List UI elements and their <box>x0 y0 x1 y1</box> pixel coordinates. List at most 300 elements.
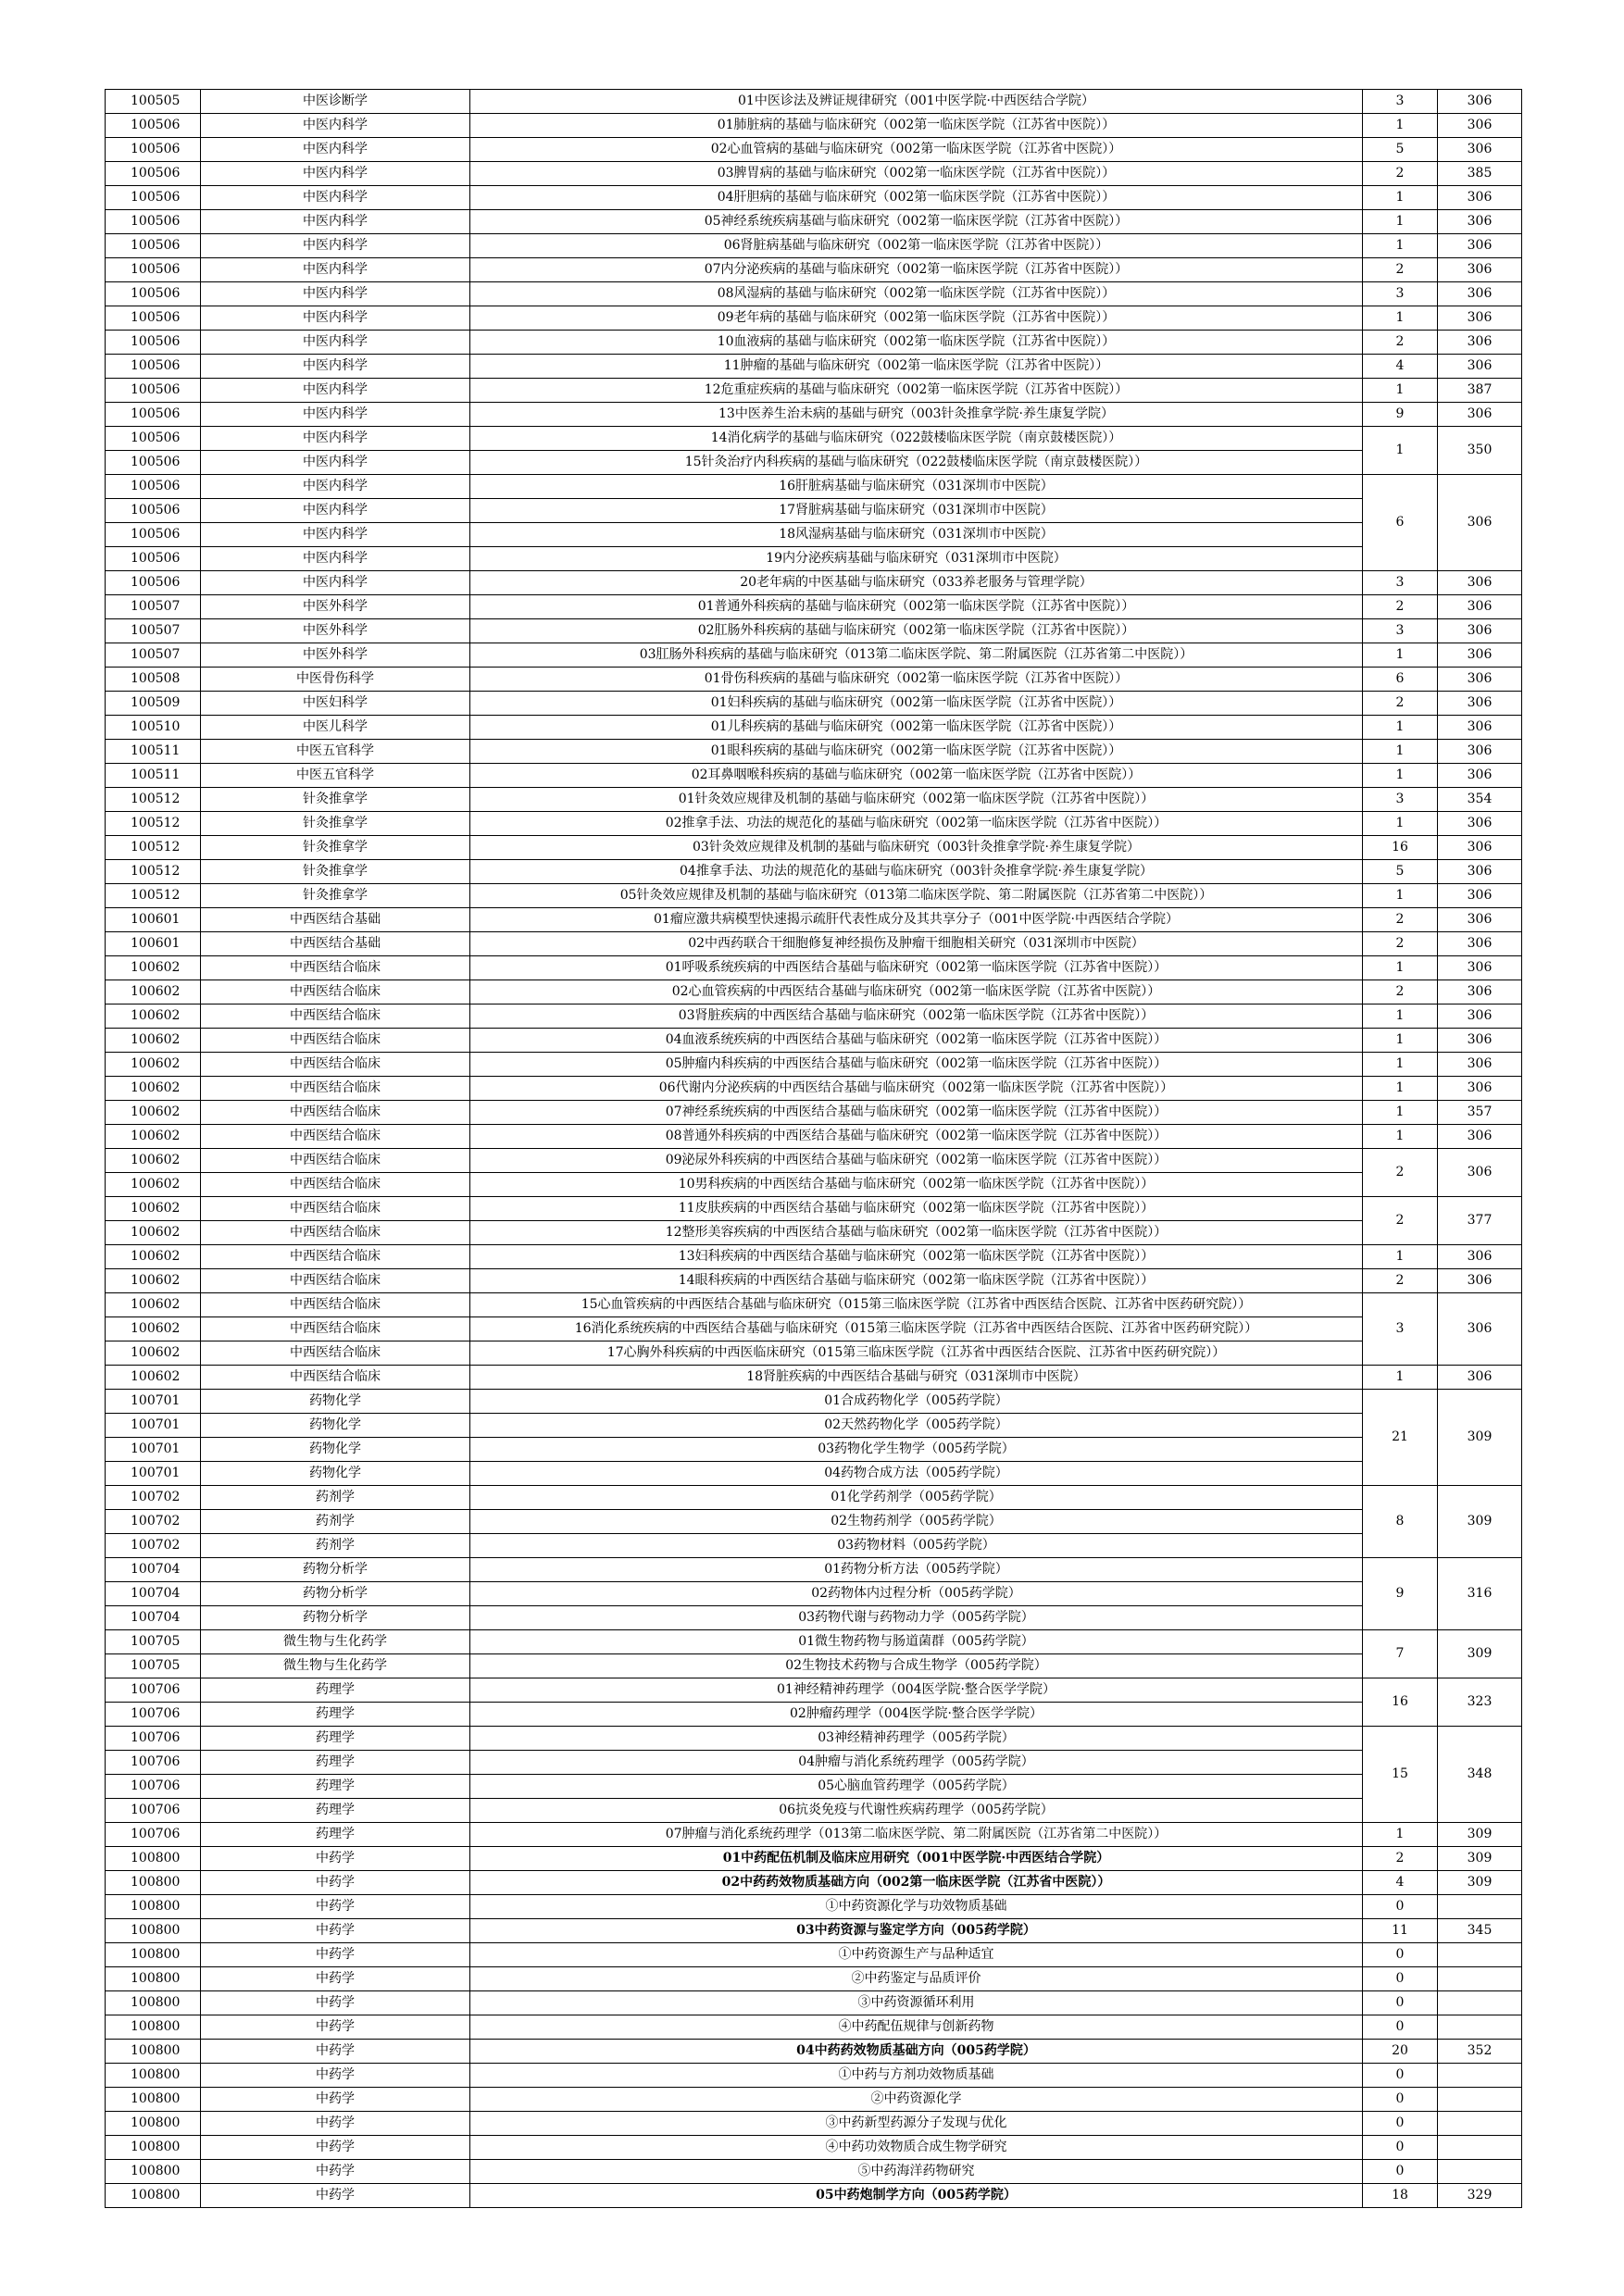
research-direction-cell: 01普通外科疾病的基础与临床研究（002第一临床医学院（江苏省中医院）） <box>470 595 1363 619</box>
minimum-score-cell <box>1438 2064 1522 2088</box>
minimum-score-cell <box>1438 2160 1522 2184</box>
enrollment-count-cell: 7 <box>1363 1630 1438 1678</box>
major-code-cell: 100506 <box>106 234 201 258</box>
research-direction-cell: 01神经精神药理学（004医学院·整合医学学院） <box>470 1678 1363 1703</box>
major-code-cell: 100800 <box>106 1919 201 1943</box>
major-name-cell: 中医内科学 <box>201 427 470 451</box>
major-code-cell: 100506 <box>106 282 201 306</box>
minimum-score-cell: 377 <box>1438 1197 1522 1245</box>
table-row <box>106 523 1522 547</box>
major-code-cell: 100800 <box>106 2160 201 2184</box>
enrollment-count-cell: 2 <box>1363 1269 1438 1293</box>
major-name-cell: 中西医结合临床 <box>201 1125 470 1149</box>
research-direction-cell: 02耳鼻咽喉科疾病的基础与临床研究（002第一临床医学院（江苏省中医院）） <box>470 764 1363 788</box>
table-row <box>106 1149 1522 1173</box>
minimum-score-cell: 306 <box>1438 980 1522 1004</box>
major-code-cell: 100506 <box>106 547 201 571</box>
table-row <box>106 956 1522 980</box>
major-name-cell: 药物化学 <box>201 1438 470 1462</box>
minimum-score-cell: 306 <box>1438 331 1522 355</box>
research-direction-cell: 07肿瘤与消化系统药理学（013第二临床医学院、第二附属医院（江苏省第二中医院）） <box>470 1823 1363 1847</box>
major-name-cell: 中医内科学 <box>201 379 470 403</box>
research-direction-cell: 13妇科疾病的中西医结合基础与临床研究（002第一临床医学院（江苏省中医院）） <box>470 1245 1363 1269</box>
major-name-cell: 中西医结合临床 <box>201 1077 470 1101</box>
enrollment-count-cell: 3 <box>1363 619 1438 643</box>
enrollment-count-cell: 4 <box>1363 355 1438 379</box>
minimum-score-cell: 306 <box>1438 836 1522 860</box>
research-direction-cell: 02肿瘤药理学（004医学院·整合医学学院） <box>470 1703 1363 1727</box>
table-row <box>106 2160 1522 2184</box>
research-direction-cell: 01儿科疾病的基础与临床研究（002第一临床医学院（江苏省中医院）） <box>470 716 1363 740</box>
enrollment-count-cell: 8 <box>1363 1486 1438 1558</box>
enrollment-count-cell: 1 <box>1363 114 1438 138</box>
table-row <box>106 162 1522 186</box>
minimum-score-cell: 309 <box>1438 1871 1522 1895</box>
major-code-cell: 100706 <box>106 1703 201 1727</box>
major-code-cell: 100507 <box>106 643 201 668</box>
table-row <box>106 282 1522 306</box>
minimum-score-cell: 348 <box>1438 1727 1522 1823</box>
major-name-cell: 中药学 <box>201 2088 470 2112</box>
enrollment-count-cell: 0 <box>1363 1991 1438 2015</box>
minimum-score-cell: 309 <box>1438 1630 1522 1678</box>
table-row <box>106 2040 1522 2064</box>
research-direction-cell: 04血液系统疾病的中西医结合基础与临床研究（002第一临床医学院（江苏省中医院）） <box>470 1029 1363 1053</box>
major-code-cell: 100706 <box>106 1775 201 1799</box>
enrollment-count-cell: 0 <box>1363 2160 1438 2184</box>
enrollment-count-cell: 9 <box>1363 403 1438 427</box>
major-code-cell: 100702 <box>106 1510 201 1534</box>
enrollment-count-cell: 1 <box>1363 764 1438 788</box>
table-row <box>106 884 1522 908</box>
enrollment-count-cell: 5 <box>1363 860 1438 884</box>
major-code-cell: 100602 <box>106 1004 201 1029</box>
enrollment-count-cell: 6 <box>1363 475 1438 571</box>
table-row <box>106 1197 1522 1221</box>
major-name-cell: 中医内科学 <box>201 138 470 162</box>
research-direction-cell: 05心脑血管药理学（005药学院） <box>470 1775 1363 1799</box>
minimum-score-cell: 309 <box>1438 1847 1522 1871</box>
minimum-score-cell: 354 <box>1438 788 1522 812</box>
table-row <box>106 1919 1522 1943</box>
major-name-cell: 药物分析学 <box>201 1558 470 1582</box>
research-direction-cell: 04肝胆病的基础与临床研究（002第一临床医学院（江苏省中医院）） <box>470 186 1363 210</box>
table-row <box>106 1004 1522 1029</box>
minimum-score-cell: 323 <box>1438 1678 1522 1727</box>
major-code-cell: 100800 <box>106 1895 201 1919</box>
table-row <box>106 2136 1522 2160</box>
minimum-score-cell: 306 <box>1438 571 1522 595</box>
minimum-score-cell: 357 <box>1438 1101 1522 1125</box>
major-code-cell: 100800 <box>106 1991 201 2015</box>
major-code-cell: 100602 <box>106 1029 201 1053</box>
minimum-score-cell: 306 <box>1438 186 1522 210</box>
major-code-cell: 100602 <box>106 1317 201 1341</box>
table-row <box>106 1895 1522 1919</box>
research-direction-cell: ③中药新型药源分子发现与优化 <box>470 2112 1363 2136</box>
research-direction-cell: ②中药资源化学 <box>470 2088 1363 2112</box>
major-code-cell: 100506 <box>106 379 201 403</box>
major-name-cell: 中医五官科学 <box>201 740 470 764</box>
major-name-cell: 中药学 <box>201 2184 470 2208</box>
minimum-score-cell: 306 <box>1438 764 1522 788</box>
major-name-cell: 中西医结合临床 <box>201 1149 470 1173</box>
table-row <box>106 499 1522 523</box>
table-row <box>106 1558 1522 1582</box>
table-row <box>106 692 1522 716</box>
enrollment-count-cell: 2 <box>1363 258 1438 282</box>
enrollment-count-cell: 0 <box>1363 2064 1438 2088</box>
enrollment-count-cell: 1 <box>1363 740 1438 764</box>
major-code-cell: 100800 <box>106 1847 201 1871</box>
major-name-cell: 中医内科学 <box>201 451 470 475</box>
major-code-cell: 100602 <box>106 1245 201 1269</box>
major-code-cell: 100512 <box>106 812 201 836</box>
major-code-cell: 100602 <box>106 1149 201 1173</box>
table-row <box>106 1317 1522 1341</box>
enrollment-count-cell: 1 <box>1363 379 1438 403</box>
research-direction-cell: 05肿瘤内科疾病的中西医结合基础与临床研究（002第一临床医学院（江苏省中医院）） <box>470 1053 1363 1077</box>
minimum-score-cell: 316 <box>1438 1558 1522 1630</box>
research-direction-cell: 05针灸效应规律及机制的基础与临床研究（013第二临床医学院、第二附属医院（江苏省第二中医院）） <box>470 884 1363 908</box>
research-direction-cell: 03针灸效应规律及机制的基础与临床研究（003针灸推拿学院·养生康复学院） <box>470 836 1363 860</box>
research-direction-cell: 01合成药物化学（005药学院） <box>470 1390 1363 1414</box>
table-row <box>106 1871 1522 1895</box>
major-name-cell: 中药学 <box>201 1967 470 1991</box>
major-code-cell: 100506 <box>106 523 201 547</box>
major-code-cell: 100602 <box>106 980 201 1004</box>
table-row <box>106 1727 1522 1751</box>
major-name-cell: 中西医结合临床 <box>201 1029 470 1053</box>
minimum-score-cell: 306 <box>1438 210 1522 234</box>
major-code-cell: 100506 <box>106 475 201 499</box>
enrollment-count-cell: 3 <box>1363 1293 1438 1366</box>
research-direction-cell: 01中药配伍机制及临床应用研究（001中医学院·中西医结合学院） <box>470 1847 1363 1871</box>
minimum-score-cell <box>1438 1943 1522 1967</box>
research-direction-cell: ⑤中药海洋药物研究 <box>470 2160 1363 2184</box>
major-name-cell: 中医内科学 <box>201 475 470 499</box>
minimum-score-cell: 306 <box>1438 90 1522 114</box>
minimum-score-cell <box>1438 1967 1522 1991</box>
enrollment-count-cell: 21 <box>1363 1390 1438 1486</box>
major-name-cell: 中医外科学 <box>201 643 470 668</box>
minimum-score-cell: 306 <box>1438 258 1522 282</box>
major-code-cell: 100706 <box>106 1678 201 1703</box>
enrollment-count-cell: 1 <box>1363 812 1438 836</box>
table-row <box>106 1654 1522 1678</box>
major-code-cell: 100701 <box>106 1438 201 1462</box>
major-name-cell: 药理学 <box>201 1727 470 1751</box>
major-name-cell: 中医内科学 <box>201 258 470 282</box>
research-direction-cell: 01药物分析方法（005药学院） <box>470 1558 1363 1582</box>
minimum-score-cell <box>1438 2015 1522 2040</box>
major-code-cell: 100701 <box>106 1414 201 1438</box>
enrollment-count-cell: 1 <box>1363 956 1438 980</box>
table-row <box>106 547 1522 571</box>
table-row <box>106 2064 1522 2088</box>
major-name-cell: 中西医结合临床 <box>201 1173 470 1197</box>
research-direction-cell: 03药物化学生物学（005药学院） <box>470 1438 1363 1462</box>
major-code-cell: 100505 <box>106 90 201 114</box>
table-row <box>106 1029 1522 1053</box>
table-row <box>106 740 1522 764</box>
enrollment-count-cell: 2 <box>1363 980 1438 1004</box>
enrollment-count-cell: 0 <box>1363 1967 1438 1991</box>
major-name-cell: 中医内科学 <box>201 499 470 523</box>
research-direction-cell: 09泌尿外科疾病的中西医结合基础与临床研究（002第一临床医学院（江苏省中医院）） <box>470 1149 1363 1173</box>
research-direction-cell: 02心血管疾病的中西医结合基础与临床研究（002第一临床医学院（江苏省中医院）） <box>470 980 1363 1004</box>
major-code-cell: 100508 <box>106 668 201 692</box>
major-name-cell: 中药学 <box>201 2015 470 2040</box>
major-code-cell: 100506 <box>106 451 201 475</box>
table-row <box>106 475 1522 499</box>
enrollment-count-cell: 1 <box>1363 186 1438 210</box>
minimum-score-cell <box>1438 1895 1522 1919</box>
major-code-cell: 100602 <box>106 1221 201 1245</box>
table-row <box>106 1823 1522 1847</box>
table-row <box>106 1077 1522 1101</box>
enrollment-count-cell: 0 <box>1363 2112 1438 2136</box>
enrollment-count-cell: 2 <box>1363 692 1438 716</box>
major-name-cell: 中西医结合临床 <box>201 1053 470 1077</box>
major-code-cell: 100702 <box>106 1534 201 1558</box>
major-code-cell: 100512 <box>106 788 201 812</box>
research-direction-cell: 01眼科疾病的基础与临床研究（002第一临床医学院（江苏省中医院）） <box>470 740 1363 764</box>
research-direction-cell: 01中医诊法及辨证规律研究（001中医学院·中西医结合学院） <box>470 90 1363 114</box>
enrollment-count-cell: 3 <box>1363 90 1438 114</box>
major-code-cell: 100507 <box>106 619 201 643</box>
major-code-cell: 100800 <box>106 2064 201 2088</box>
enrollment-count-cell: 1 <box>1363 716 1438 740</box>
research-direction-cell: 03脾胃病的基础与临床研究（002第一临床医学院（江苏省中医院）） <box>470 162 1363 186</box>
minimum-score-cell: 306 <box>1438 643 1522 668</box>
table-row <box>106 764 1522 788</box>
enrollment-count-cell: 9 <box>1363 1558 1438 1630</box>
table-row <box>106 908 1522 932</box>
table-row <box>106 1510 1522 1534</box>
research-direction-cell: 02推拿手法、功法的规范化的基础与临床研究（002第一临床医学院（江苏省中医院）） <box>470 812 1363 836</box>
table-row <box>106 210 1522 234</box>
major-name-cell: 中医内科学 <box>201 162 470 186</box>
major-code-cell: 100704 <box>106 1606 201 1630</box>
minimum-score-cell: 306 <box>1438 908 1522 932</box>
major-name-cell: 中药学 <box>201 2112 470 2136</box>
research-direction-cell: 01瘤应激共病模型快速揭示疏肝代表性成分及其共享分子（001中医学院·中西医结合学院） <box>470 908 1363 932</box>
minimum-score-cell: 350 <box>1438 427 1522 475</box>
enrollment-count-cell: 6 <box>1363 668 1438 692</box>
major-name-cell: 中医内科学 <box>201 331 470 355</box>
major-name-cell: 中药学 <box>201 2136 470 2160</box>
major-code-cell: 100800 <box>106 1871 201 1895</box>
enrollment-count-cell: 2 <box>1363 1847 1438 1871</box>
research-direction-cell: 15心血管疾病的中西医结合基础与临床研究（015第三临床医学院（江苏省中西医结合医院、江苏省中医药研究院）） <box>470 1293 1363 1317</box>
major-code-cell: 100602 <box>106 1101 201 1125</box>
table-row <box>106 138 1522 162</box>
enrollment-count-cell: 1 <box>1363 884 1438 908</box>
admissions-table-body <box>106 90 1522 2208</box>
minimum-score-cell: 306 <box>1438 740 1522 764</box>
major-code-cell: 100512 <box>106 836 201 860</box>
major-code-cell: 100512 <box>106 884 201 908</box>
table-row <box>106 1486 1522 1510</box>
table-row <box>106 1582 1522 1606</box>
table-row <box>106 1462 1522 1486</box>
table-row <box>106 1967 1522 1991</box>
major-code-cell: 100800 <box>106 2040 201 2064</box>
minimum-score-cell: 306 <box>1438 114 1522 138</box>
minimum-score-cell: 345 <box>1438 1919 1522 1943</box>
major-code-cell: 100510 <box>106 716 201 740</box>
major-name-cell: 药剂学 <box>201 1510 470 1534</box>
major-code-cell: 100602 <box>106 1341 201 1366</box>
research-direction-cell: 01微生物药物与肠道菌群（005药学院） <box>470 1630 1363 1654</box>
enrollment-count-cell: 0 <box>1363 2088 1438 2112</box>
table-row <box>106 668 1522 692</box>
minimum-score-cell: 306 <box>1438 1366 1522 1390</box>
minimum-score-cell: 306 <box>1438 282 1522 306</box>
major-name-cell: 药理学 <box>201 1751 470 1775</box>
minimum-score-cell: 306 <box>1438 138 1522 162</box>
minimum-score-cell: 306 <box>1438 812 1522 836</box>
major-name-cell: 中医外科学 <box>201 619 470 643</box>
major-code-cell: 100800 <box>106 1943 201 1967</box>
research-direction-cell: 17肾脏病基础与临床研究（031深圳市中医院） <box>470 499 1363 523</box>
major-name-cell: 中医诊断学 <box>201 90 470 114</box>
research-direction-cell: 18肾脏疾病的中西医结合基础与研究（031深圳市中医院） <box>470 1366 1363 1390</box>
major-name-cell: 中医儿科学 <box>201 716 470 740</box>
table-row <box>106 1293 1522 1317</box>
minimum-score-cell: 306 <box>1438 1125 1522 1149</box>
table-row <box>106 1414 1522 1438</box>
major-code-cell: 100506 <box>106 427 201 451</box>
major-name-cell: 中医内科学 <box>201 523 470 547</box>
table-row <box>106 643 1522 668</box>
major-name-cell: 微生物与生化药学 <box>201 1630 470 1654</box>
major-name-cell: 中药学 <box>201 1991 470 2015</box>
research-direction-cell: 02中药药效物质基础方向（002第一临床医学院（江苏省中医院）） <box>470 1871 1363 1895</box>
research-direction-cell: 02心血管病的基础与临床研究（002第一临床医学院（江苏省中医院）） <box>470 138 1363 162</box>
table-row <box>106 258 1522 282</box>
table-row <box>106 234 1522 258</box>
research-direction-cell: 20老年病的中医基础与临床研究（033养老服务与管理学院） <box>470 571 1363 595</box>
research-direction-cell: 11肿瘤的基础与临床研究（002第一临床医学院（江苏省中医院）） <box>470 355 1363 379</box>
major-code-cell: 100507 <box>106 595 201 619</box>
major-name-cell: 中西医结合临床 <box>201 1221 470 1245</box>
research-direction-cell: ①中药资源化学与功效物质基础 <box>470 1895 1363 1919</box>
major-name-cell: 中西医结合临床 <box>201 1366 470 1390</box>
major-code-cell: 100701 <box>106 1462 201 1486</box>
major-code-cell: 100506 <box>106 499 201 523</box>
minimum-score-cell: 309 <box>1438 1823 1522 1847</box>
major-name-cell: 中西医结合基础 <box>201 908 470 932</box>
major-name-cell: 中西医结合临床 <box>201 1317 470 1341</box>
research-direction-cell: 02中西药联合干细胞修复神经损伤及肿瘤干细胞相关研究（031深圳市中医院） <box>470 932 1363 956</box>
major-name-cell: 中医外科学 <box>201 595 470 619</box>
minimum-score-cell: 306 <box>1438 595 1522 619</box>
minimum-score-cell: 306 <box>1438 475 1522 571</box>
major-code-cell: 100512 <box>106 860 201 884</box>
minimum-score-cell: 306 <box>1438 1245 1522 1269</box>
enrollment-count-cell: 0 <box>1363 2015 1438 2040</box>
research-direction-cell: 14消化病学的基础与临床研究（022鼓楼临床医学院（南京鼓楼医院）） <box>470 427 1363 451</box>
minimum-score-cell: 306 <box>1438 1077 1522 1101</box>
major-name-cell: 药理学 <box>201 1799 470 1823</box>
major-code-cell: 100705 <box>106 1654 201 1678</box>
major-code-cell: 100506 <box>106 210 201 234</box>
minimum-score-cell: 306 <box>1438 306 1522 331</box>
research-direction-cell: 10血液病的基础与临床研究（002第一临床医学院（江苏省中医院）） <box>470 331 1363 355</box>
minimum-score-cell <box>1438 2136 1522 2160</box>
major-code-cell: 100602 <box>106 1293 201 1317</box>
major-name-cell: 中西医结合临床 <box>201 1245 470 1269</box>
research-direction-cell: ④中药配伍规律与创新药物 <box>470 2015 1363 2040</box>
minimum-score-cell: 306 <box>1438 403 1522 427</box>
major-name-cell: 中西医结合临床 <box>201 1341 470 1366</box>
research-direction-cell: 05中药炮制学方向（005药学院） <box>470 2184 1363 2208</box>
major-code-cell: 100800 <box>106 2184 201 2208</box>
table-row <box>106 114 1522 138</box>
table-row <box>106 595 1522 619</box>
enrollment-count-cell: 2 <box>1363 908 1438 932</box>
table-row <box>106 2088 1522 2112</box>
major-name-cell: 中医内科学 <box>201 210 470 234</box>
research-direction-cell: 02生物技术药物与合成生物学（005药学院） <box>470 1654 1363 1678</box>
major-code-cell: 100506 <box>106 138 201 162</box>
research-direction-cell: 03神经精神药理学（005药学院） <box>470 1727 1363 1751</box>
enrollment-count-cell: 16 <box>1363 1678 1438 1727</box>
major-name-cell: 中西医结合临床 <box>201 1293 470 1317</box>
major-name-cell: 中医内科学 <box>201 306 470 331</box>
major-code-cell: 100602 <box>106 1053 201 1077</box>
table-row <box>106 306 1522 331</box>
table-row <box>106 860 1522 884</box>
minimum-score-cell: 385 <box>1438 162 1522 186</box>
minimum-score-cell: 306 <box>1438 1269 1522 1293</box>
table-row <box>106 571 1522 595</box>
minimum-score-cell <box>1438 2088 1522 2112</box>
enrollment-count-cell: 1 <box>1363 1823 1438 1847</box>
table-row <box>106 716 1522 740</box>
major-name-cell: 中医内科学 <box>201 571 470 595</box>
table-row <box>106 1221 1522 1245</box>
enrollment-count-cell: 20 <box>1363 2040 1438 2064</box>
enrollment-count-cell: 2 <box>1363 331 1438 355</box>
enrollment-count-cell: 15 <box>1363 1727 1438 1823</box>
table-row <box>106 980 1522 1004</box>
major-name-cell: 中药学 <box>201 1895 470 1919</box>
table-row <box>106 1606 1522 1630</box>
major-code-cell: 100800 <box>106 2136 201 2160</box>
major-name-cell: 中医内科学 <box>201 114 470 138</box>
major-name-cell: 针灸推拿学 <box>201 860 470 884</box>
enrollment-count-cell: 1 <box>1363 1101 1438 1125</box>
major-code-cell: 100511 <box>106 764 201 788</box>
research-direction-cell: 13中医养生治未病的基础与研究（003针灸推拿学院·养生康复学院） <box>470 403 1363 427</box>
research-direction-cell: 04药物合成方法（005药学院） <box>470 1462 1363 1486</box>
research-direction-cell: 11皮肤疾病的中西医结合基础与临床研究（002第一临床医学院（江苏省中医院）） <box>470 1197 1363 1221</box>
major-name-cell: 中药学 <box>201 2040 470 2064</box>
research-direction-cell: 06抗炎免疫与代谢性疾病药理学（005药学院） <box>470 1799 1363 1823</box>
major-name-cell: 针灸推拿学 <box>201 812 470 836</box>
table-row <box>106 788 1522 812</box>
major-name-cell: 中西医结合临床 <box>201 956 470 980</box>
research-direction-cell: 03药物材料（005药学院） <box>470 1534 1363 1558</box>
major-name-cell: 中药学 <box>201 1919 470 1943</box>
table-row <box>106 90 1522 114</box>
major-code-cell: 100506 <box>106 403 201 427</box>
research-direction-cell: 04中药药效物质基础方向（005药学院） <box>470 2040 1363 2064</box>
minimum-score-cell: 309 <box>1438 1486 1522 1558</box>
